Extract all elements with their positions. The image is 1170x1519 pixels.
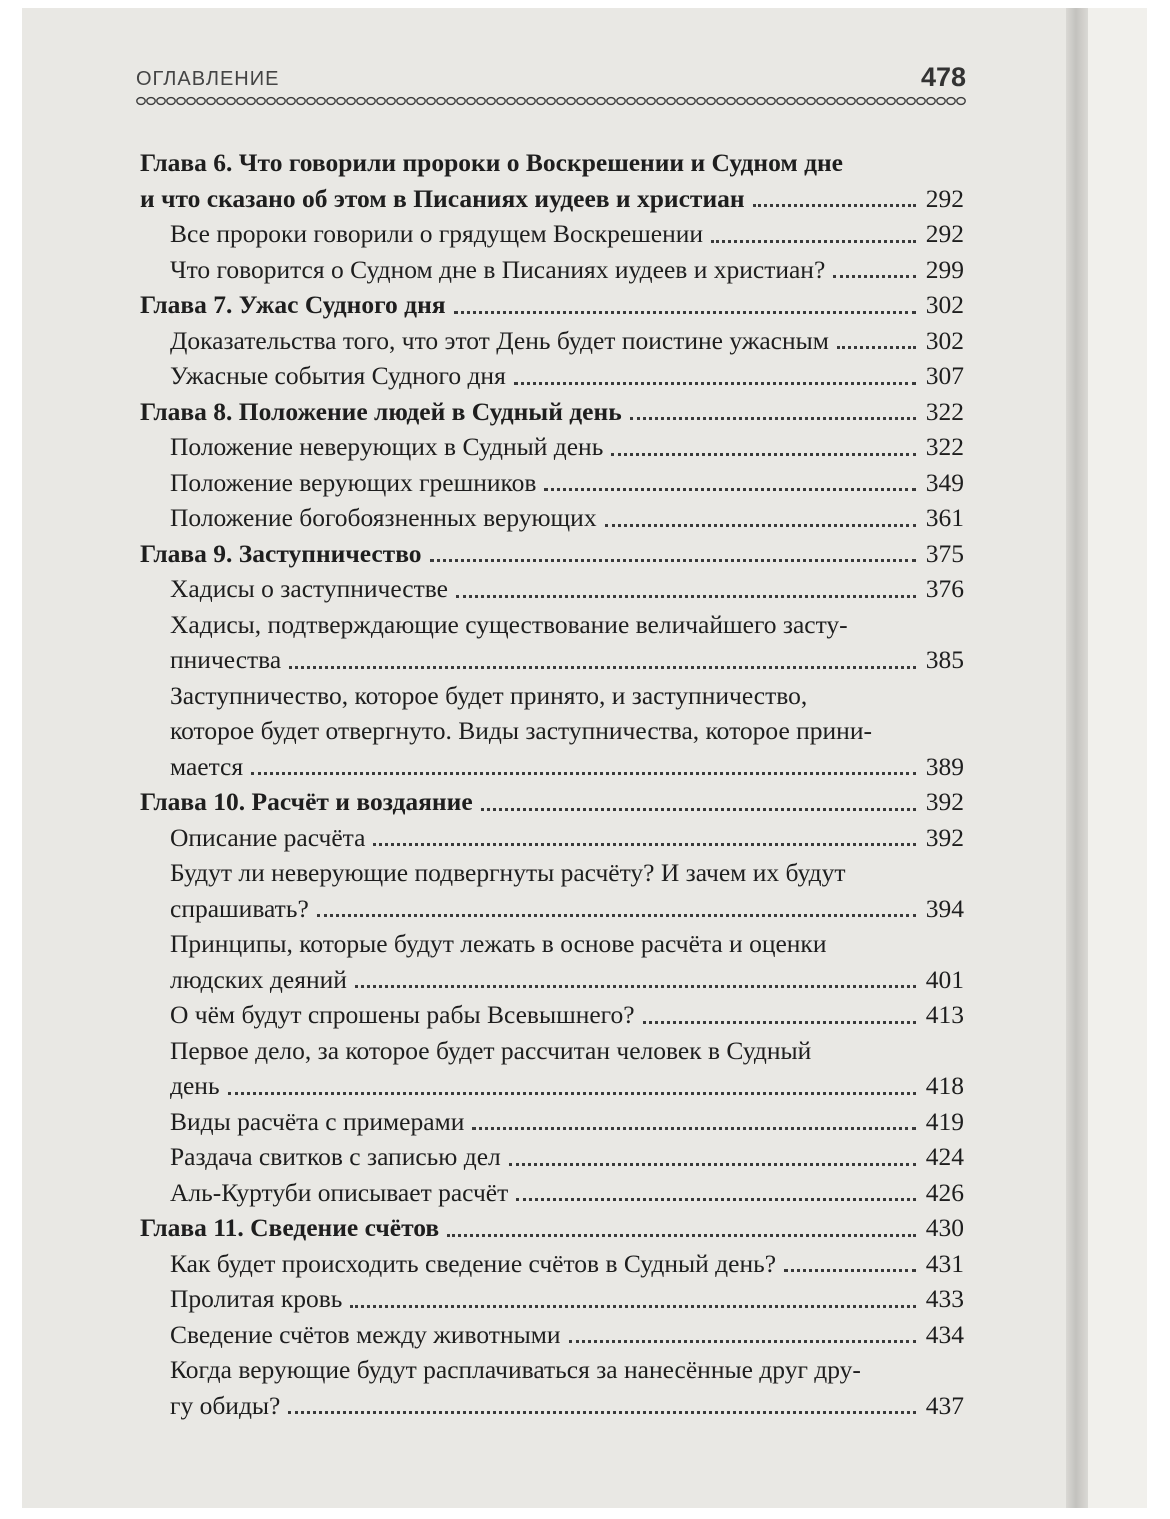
dot-leader [753, 204, 916, 207]
dot-leader [569, 1340, 916, 1343]
toc-line [140, 820, 964, 856]
toc-entry-title: Пролитая кровь [170, 1284, 343, 1313]
toc-entry-title: которое будет отвергнуто. Виды заступничества, которое прини- [170, 716, 872, 745]
toc-section-entry [140, 358, 964, 394]
toc-entry-title: день [170, 1071, 220, 1100]
dot-leader [481, 808, 916, 811]
toc-page-number: 430 [925, 1213, 964, 1242]
toc-entry-title: Сведение счётов между животными [170, 1319, 561, 1349]
toc-entry-title: спрашивать? [170, 893, 309, 923]
toc-entry-title: Глава 10. Расчёт и воздаяние [140, 787, 473, 816]
toc-entry-title: Глава 7. Ужас Судного дня [140, 290, 446, 319]
toc-page-number: 434 [925, 1319, 964, 1349]
toc-page-number: 389 [925, 751, 964, 781]
toc-line [140, 323, 964, 359]
toc-page-number: 307 [925, 361, 964, 390]
toc-page-number: 437 [925, 1390, 964, 1420]
toc-entry-title: пничества [170, 645, 282, 674]
toc-entry-title: Будут ли неверующие подвергнуты расчёту? И зачем их будут [170, 858, 846, 887]
book-spine-shadow [1066, 8, 1088, 1508]
toc-page-number: 302 [925, 290, 964, 319]
page-edge [1088, 8, 1147, 1508]
toc-section-entry [140, 1352, 964, 1423]
toc-line [140, 358, 964, 394]
toc-chapter-entry [140, 1210, 964, 1246]
toc-line [140, 465, 964, 501]
table-of-contents [140, 145, 964, 1423]
toc-section-entry [140, 500, 964, 536]
toc-page-number: 375 [925, 538, 964, 568]
toc-line [140, 1317, 964, 1353]
toc-chapter-entry [140, 145, 964, 216]
toc-entry-title: Как будет происходить сведение счётов в Судный день? [170, 1248, 777, 1278]
toc-entry-title: гу обиды? [170, 1390, 281, 1420]
toc-section-entry [140, 1175, 964, 1211]
toc-page-number: 322 [925, 396, 964, 426]
toc-section-entry [140, 429, 964, 465]
toc-chapter-entry [140, 536, 964, 572]
toc-page-number: 394 [925, 893, 964, 923]
dot-leader [430, 559, 916, 562]
toc-page-number: 292 [925, 183, 964, 213]
toc-line [140, 607, 964, 643]
dot-leader [833, 275, 915, 278]
toc-entry-title: Хадисы, подтверждающие существование величайшего засту- [170, 609, 848, 639]
dot-leader [509, 1163, 916, 1166]
toc-entry-title: Положение неверующих в Судный день [170, 432, 604, 461]
toc-line [140, 536, 964, 572]
toc-page-number: 426 [925, 1177, 964, 1207]
toc-section-entry [140, 820, 964, 856]
toc-section-entry [140, 926, 964, 997]
dot-leader [454, 311, 916, 314]
toc-line [140, 1210, 964, 1246]
toc-section-entry [140, 607, 964, 678]
toc-line [140, 181, 964, 217]
toc-entry-title: Принципы, которые будут лежать в основе расчёта и оценки [170, 929, 827, 958]
dot-leader [355, 985, 916, 988]
dot-leader [289, 666, 916, 669]
toc-entry-title: Что говорится о Судном дне в Писаниях иудеев и христиан? [170, 254, 826, 284]
toc-line [140, 287, 964, 323]
toc-section-entry [140, 1281, 964, 1317]
toc-line [140, 571, 964, 607]
toc-entry-title: Описание расчёта [170, 822, 366, 852]
toc-line [140, 1352, 964, 1388]
toc-page-number: 431 [925, 1248, 964, 1278]
dot-leader [784, 1269, 916, 1272]
toc-line [140, 145, 964, 181]
toc-line [140, 500, 964, 536]
dot-leader [516, 1198, 916, 1201]
running-header-title: ОГЛАВЛЕНИЕ [136, 68, 280, 90]
header-ornament-rule [136, 95, 966, 107]
toc-entry-title: Положение верующих грешников [170, 467, 537, 497]
toc-section-entry [140, 855, 964, 926]
dot-leader [837, 346, 916, 349]
dot-leader [317, 914, 916, 917]
toc-page-number: 322 [925, 432, 964, 461]
toc-page-number: 392 [925, 822, 964, 852]
toc-page-number: 424 [925, 1142, 964, 1171]
toc-line [140, 784, 964, 820]
toc-page-number: 418 [925, 1071, 964, 1100]
toc-entry-title: Первое дело, за которое будет рассчитан человек в Судный [170, 1035, 812, 1065]
toc-line [140, 749, 964, 785]
dot-leader [711, 240, 916, 243]
toc-entry-title: Положение богобоязненных верующих [170, 503, 597, 532]
dot-leader [643, 1021, 916, 1024]
toc-entry-title: Ужасные события Судного дня [170, 361, 506, 390]
dot-leader [288, 1411, 915, 1414]
toc-section-entry [140, 1104, 964, 1140]
dot-leader [630, 417, 916, 420]
toc-section-entry [140, 571, 964, 607]
toc-entry-title: мается [170, 751, 244, 781]
toc-entry-title: Глава 8. Положение людей в Судный день [140, 396, 622, 426]
toc-line [140, 1281, 964, 1317]
toc-entry-title: людских деяний [170, 964, 347, 994]
toc-line [140, 394, 964, 430]
toc-entry-title: Аль-Куртуби описывает расчёт [170, 1177, 509, 1207]
toc-line [140, 891, 964, 927]
toc-page-number: 385 [925, 645, 964, 674]
page-number: 478 [920, 62, 966, 92]
dot-leader [251, 772, 916, 775]
toc-line [140, 1388, 964, 1424]
toc-line [140, 1175, 964, 1211]
toc-section-entry [140, 1033, 964, 1104]
toc-entry-title: Хадисы о заступничестве [170, 574, 448, 603]
toc-line [140, 678, 964, 714]
dot-leader [514, 382, 916, 385]
dot-leader [350, 1305, 915, 1308]
toc-line [140, 1104, 964, 1140]
toc-chapter-entry [140, 287, 964, 323]
toc-line [140, 997, 964, 1033]
toc-line [140, 1068, 964, 1104]
toc-section-entry [140, 997, 964, 1033]
toc-entry-title: Виды расчёта с примерами [170, 1106, 465, 1136]
toc-entry-title: и что сказано об этом в Писаниях иудеев и христиан [140, 183, 745, 213]
toc-page-number: 419 [925, 1106, 964, 1136]
toc-entry-title: О чём будут спрошены рабы Всевышнего? [170, 1000, 635, 1029]
toc-page-number: 413 [925, 1000, 964, 1029]
toc-page-number: 401 [925, 964, 964, 994]
dot-leader [544, 488, 915, 491]
toc-entry-title: Все пророки говорили о грядущем Воскрешении [170, 219, 704, 248]
toc-line [140, 713, 964, 749]
toc-page-number: 361 [925, 503, 964, 532]
dot-leader [611, 453, 915, 456]
dot-leader [456, 595, 916, 598]
dot-leader [447, 1234, 916, 1237]
toc-line [140, 252, 964, 288]
dot-leader [228, 1092, 916, 1095]
toc-section-entry [140, 1246, 964, 1282]
toc-page-number: 433 [925, 1284, 964, 1313]
toc-entry-title: Доказательства того, что этот День будет поистине ужасным [170, 325, 829, 355]
toc-section-entry [140, 1139, 964, 1175]
toc-line [140, 429, 964, 465]
dot-leader [605, 524, 916, 527]
toc-chapter-entry [140, 394, 964, 430]
toc-line [140, 642, 964, 678]
toc-line [140, 1033, 964, 1069]
toc-chapter-entry [140, 784, 964, 820]
toc-line [140, 855, 964, 891]
toc-page-number: 302 [925, 325, 964, 355]
toc-line [140, 962, 964, 998]
toc-entry-title: Раздача свитков с записью дел [170, 1142, 501, 1171]
toc-page-number: 349 [925, 467, 964, 497]
toc-line [140, 216, 964, 252]
toc-section-entry [140, 216, 964, 252]
toc-page-number: 376 [925, 574, 964, 603]
toc-page-number: 292 [925, 219, 964, 248]
toc-page-number: 392 [925, 787, 964, 816]
dot-leader [373, 843, 915, 846]
toc-entry-title: Глава 9. Заступничество [140, 538, 422, 568]
dot-leader [472, 1127, 915, 1130]
toc-line [140, 1246, 964, 1282]
toc-line [140, 926, 964, 962]
toc-entry-title: Когда верующие будут расплачиваться за нанесённые друг дру- [170, 1355, 861, 1384]
toc-line [140, 1139, 964, 1175]
toc-section-entry [140, 323, 964, 359]
toc-section-entry [140, 1317, 964, 1353]
toc-page-number: 299 [925, 254, 964, 284]
toc-entry-title: Заступничество, которое будет принято, и заступничество, [170, 680, 808, 710]
toc-entry-title: Глава 11. Сведение счётов [140, 1213, 440, 1242]
toc-section-entry [140, 252, 964, 288]
toc-section-entry [140, 678, 964, 785]
toc-section-entry [140, 465, 964, 501]
toc-entry-title: Глава 6. Что говорили пророки о Воскрешении и Судном дне [140, 148, 843, 177]
